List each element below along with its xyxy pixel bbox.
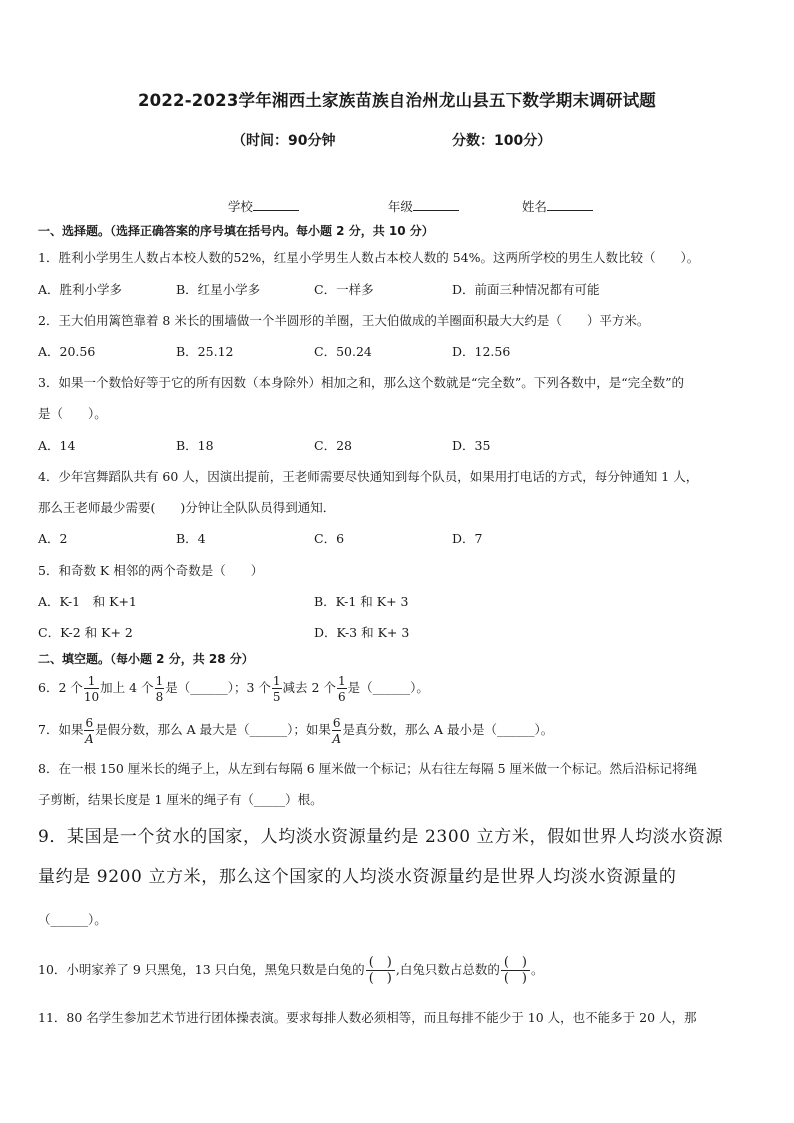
q2-option-a[interactable]: A．20.56 bbox=[38, 344, 96, 359]
grade-blank[interactable] bbox=[413, 198, 459, 211]
name-field[interactable] bbox=[506, 182, 593, 230]
q4-option-a[interactable]: A．2 bbox=[38, 531, 68, 546]
question-9-line-2: 量约是 9200 立方米，那么这个国家的人均淡水资源量约是世界人均淡水资源量的 bbox=[38, 867, 677, 887]
q3-option-b[interactable]: B．18 bbox=[176, 438, 214, 453]
q7-text-1: 7．如果 bbox=[38, 722, 84, 737]
q5-option-d[interactable]: D．K-3 和 K+ 3 bbox=[314, 625, 410, 640]
fraction bbox=[272, 675, 282, 703]
q1-option-c[interactable]: C．一样多 bbox=[314, 282, 374, 297]
q6-text-2: 加上 4 个 bbox=[100, 680, 154, 695]
fraction bbox=[155, 675, 165, 703]
section-heading-fill: 二、填空题。（每小题 2 分，共 28 分） bbox=[38, 652, 254, 666]
question-11-line-1: 11．80 名学生参加艺术节进行团体操表演。要求每排人数必须相等，而且每排不能少于 10 人，也不能多于 20 人，那 bbox=[38, 1010, 697, 1025]
page-title: 2022-2023学年湘西土家族苗族自治州龙山县五下数学期末调研试题 bbox=[138, 91, 656, 110]
blank-fraction[interactable] bbox=[501, 955, 530, 986]
question-9-line-3: （______）。 bbox=[38, 912, 107, 927]
q6-text-4: 减去 2 个 bbox=[282, 680, 336, 695]
q6-text-1: 6．2 个 bbox=[38, 680, 83, 695]
fraction bbox=[332, 717, 342, 745]
question-3-line-1: 3．如果一个数恰好等于它的所有因数（本身除外）相加之和，那么这个数就是“完全数”。下列各数中，是“完全数”的 bbox=[38, 375, 685, 390]
question-2: 2．王大伯用篱笆靠着 8 米长的围墙做一个半圆形的羊圈，王大伯做成的羊圈面积最大大约是（ ）平方米。 bbox=[38, 313, 650, 328]
numerator: 1 bbox=[84, 675, 99, 689]
question-4-line-1: 4．少年宫舞蹈队共有 60 人，因演出提前，王老师需要尽快通知到每个队员，如果用打电话的方式，每分钟通知 1 人， bbox=[38, 469, 699, 484]
denominator: A bbox=[332, 731, 341, 746]
q2-option-b[interactable]: B．25.12 bbox=[176, 344, 234, 359]
q2-option-d[interactable]: D．12.56 bbox=[452, 344, 511, 359]
numerator-blank[interactable]: ( ) bbox=[366, 955, 395, 971]
question-1: 1．胜利小学男生人数占本校人数的52%，红星小学男生人数占本校人数的 54%。这两所学校的男生人数比较（ ）。 bbox=[38, 250, 700, 265]
section-heading-choice: 一、选择题。（选择正确答案的序号填在括号内。每小题 2 分，共 10 分） bbox=[38, 224, 434, 238]
numerator: 6 bbox=[332, 715, 341, 730]
exam-time: （时间：90分钟 bbox=[232, 133, 336, 149]
q7-text-3: 是真分数，那么 A 最小是（______）。 bbox=[342, 722, 554, 737]
numerator: 6 bbox=[85, 715, 94, 730]
q4-option-b[interactable]: B．4 bbox=[176, 531, 206, 546]
school-label: 学校 bbox=[227, 199, 253, 214]
denominator: A bbox=[84, 731, 94, 746]
fraction bbox=[84, 675, 99, 703]
q6-text-5: 是（______）。 bbox=[347, 680, 429, 695]
name-blank[interactable] bbox=[547, 198, 593, 211]
question-7 bbox=[38, 713, 553, 747]
exam-score: 分数：100分） bbox=[452, 133, 552, 149]
denominator: 8 bbox=[155, 689, 164, 704]
grade-label: 年级 bbox=[387, 199, 413, 214]
question-8-line-1: 8．在一根 150 厘米长的绳子上，从左到右每隔 6 厘米做一个标记；从右往左每隔 5 厘米做一个标记。然后沿标记将绳 bbox=[38, 761, 698, 776]
question-6 bbox=[38, 672, 429, 704]
question-3-line-2: 是（ ）。 bbox=[38, 406, 107, 421]
school-blank[interactable] bbox=[253, 198, 299, 211]
numerator-blank[interactable]: ( ) bbox=[501, 955, 530, 971]
q1-option-b[interactable]: B．红星小学多 bbox=[176, 282, 261, 297]
numerator: 1 bbox=[155, 673, 164, 688]
q10-text-2: ,白兔只数占总数的 bbox=[395, 962, 500, 977]
q5-option-a[interactable]: A．K-1 和 K+1 bbox=[38, 594, 137, 609]
question-10 bbox=[38, 951, 544, 989]
q3-option-d[interactable]: D．35 bbox=[452, 438, 491, 453]
question-8-line-2: 子剪断，结果长度是 1 厘米的绳子有（_____）根。 bbox=[38, 792, 323, 807]
q10-text-3: 。 bbox=[530, 962, 544, 977]
q7-text-2: 是假分数，那么 A 最大是（______）；如果 bbox=[95, 722, 331, 737]
blank-fraction[interactable] bbox=[366, 955, 395, 986]
q3-option-c[interactable]: C．28 bbox=[314, 438, 352, 453]
denominator-blank[interactable]: ( ) bbox=[503, 971, 527, 986]
numerator: 1 bbox=[272, 673, 281, 688]
denominator: 10 bbox=[83, 689, 100, 704]
q1-option-a[interactable]: A．胜利小学多 bbox=[38, 282, 123, 297]
q5-option-c[interactable]: C．K-2 和 K+ 2 bbox=[38, 625, 133, 640]
q1-option-d[interactable]: D．前面三种情况都有可能 bbox=[452, 282, 600, 297]
fraction bbox=[84, 717, 94, 745]
denominator: 6 bbox=[337, 689, 346, 704]
q3-option-a[interactable]: A．14 bbox=[38, 438, 76, 453]
denominator-blank[interactable]: ( ) bbox=[368, 971, 392, 986]
question-4-line-2: 那么王老师最少需要( )分钟让全队队员得到通知． bbox=[38, 500, 336, 515]
numerator: 1 bbox=[337, 673, 346, 688]
q5-option-b[interactable]: B．K-1 和 K+ 3 bbox=[314, 594, 409, 609]
q4-option-d[interactable]: D．7 bbox=[452, 531, 483, 546]
q6-text-3: 是（______）；3 个 bbox=[165, 680, 271, 695]
name-label: 姓名 bbox=[521, 199, 547, 214]
denominator: 5 bbox=[272, 689, 281, 704]
fraction bbox=[337, 675, 347, 703]
q4-option-c[interactable]: C．6 bbox=[314, 531, 345, 546]
q10-text-1: 10．小明家养了 9 只黑兔，13 只白兔，黑兔只数是白兔的 bbox=[38, 962, 365, 977]
question-9-line-1: 9．某国是一个贫水的国家，人均淡水资源量约是 2300 立方米，假如世界人均淡水资源 bbox=[38, 827, 724, 847]
question-5: 5．和奇数 K 相邻的两个奇数是（ ） bbox=[38, 563, 264, 578]
q2-option-c[interactable]: C．50.24 bbox=[314, 344, 372, 359]
